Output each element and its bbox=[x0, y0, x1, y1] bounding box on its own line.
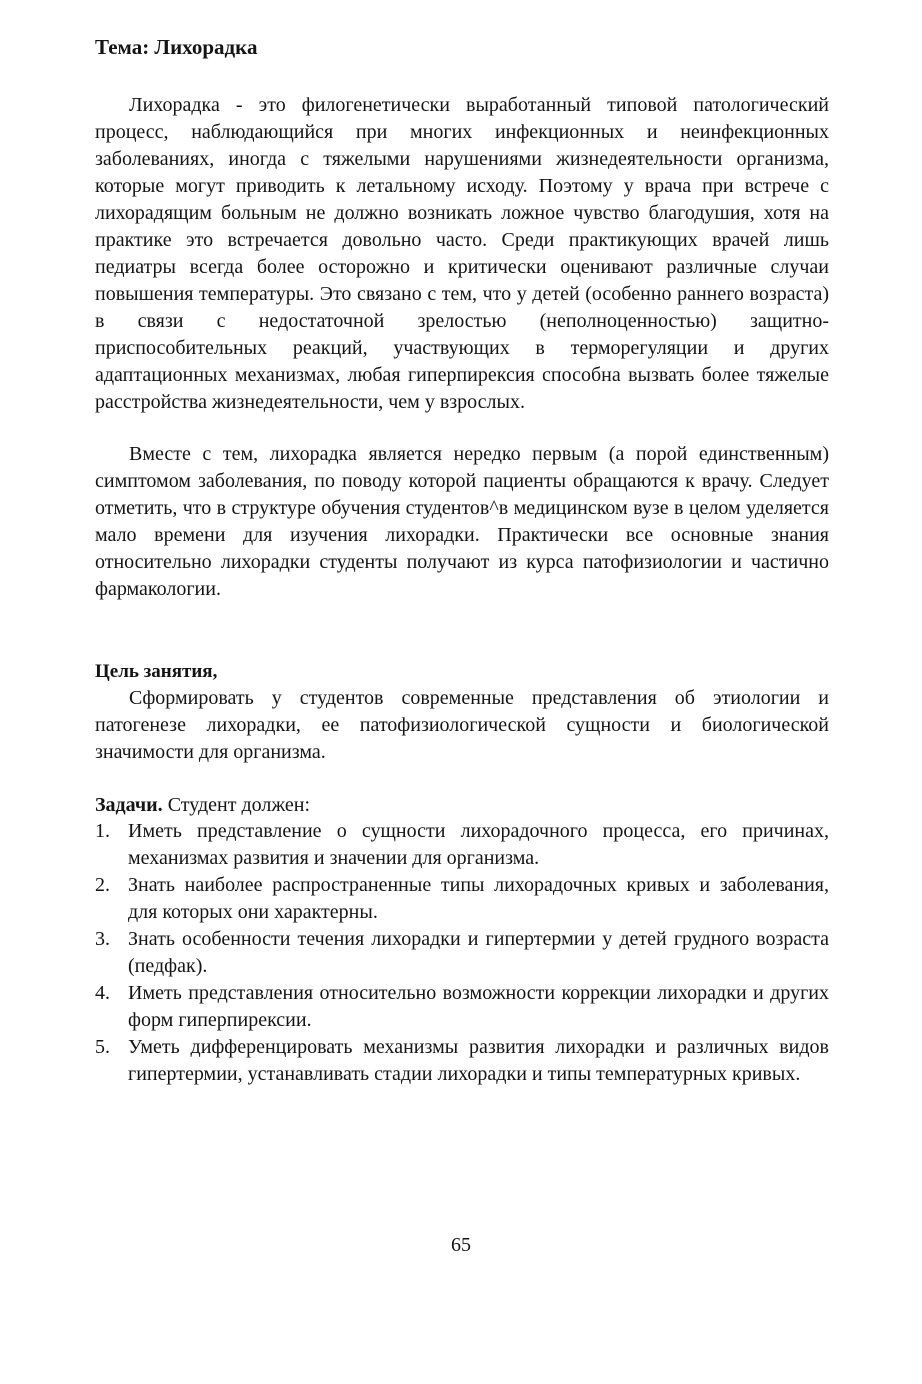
task-item-1 bbox=[95, 818, 829, 872]
task-item-5 bbox=[95, 1034, 829, 1088]
task-text: Знать наиболее распространенные типы лихорадочных кривых и заболевания, для которых они характерны. bbox=[128, 874, 829, 923]
tasks-lead: Студент должен: bbox=[167, 794, 311, 816]
task-text: Иметь представления относительно возможности коррекции лихорадки и других форм гиперпирексии. bbox=[128, 982, 829, 1031]
task-text: Уметь дифференцировать механизмы развития лихорадки и различных видов гипертермии, устанавливать стадии лихорадки и типы температурных кривых. bbox=[128, 1036, 829, 1085]
task-text: Знать особенности течения лихорадки и гипертермии у детей грудного возраста (педфак). bbox=[128, 928, 829, 977]
task-number: 4. bbox=[95, 982, 110, 1004]
intro-paragraph-1: Лихорадка - это филогенетически выработанный типовой патологический процесс, наблюдающийся при многих инфекционных и неинфекционных заболеваниях, иногда с тяжелыми нарушениями жизнедеятельности организма, которые могут приводить к летальному исходу. Поэтому у врача при встрече с лихорадящим больным не должно возникать ложное чувство благодушия, хотя на практике это встречается довольно часто. Среди практикующих врачей лишь педиатры всегда более осторожно и критически оценивают различные случаи повышения температуры. Это связано с тем, что у детей (особенно раннего возраста) в связи с недостаточной зрелостью (неполноценностью) защитно-приспособительных реакций, участвующих в терморегуляции и других адаптационных механизмах, любая гиперпирексия способна вызвать более тяжелые расстройства жизнедеятельности, чем у взрослых. bbox=[95, 94, 829, 413]
task-item-4 bbox=[95, 980, 829, 1034]
tasks-list bbox=[95, 818, 829, 1088]
task-number: 5. bbox=[95, 1036, 110, 1058]
page-number: 65 bbox=[451, 1234, 471, 1256]
task-number: 3. bbox=[95, 928, 110, 950]
task-item-2 bbox=[95, 872, 829, 926]
task-number: 1. bbox=[95, 820, 110, 842]
task-text: Иметь представление о сущности лихорадочного процесса, его причинах, механизмах развития и значении для организма. bbox=[128, 820, 829, 869]
task-number: 2. bbox=[95, 874, 110, 896]
tasks-heading-line bbox=[95, 793, 310, 817]
goal-heading: Цель занятия, bbox=[95, 661, 218, 682]
intro-paragraph-2: Вместе с тем, лихорадка является нередко первым (а порой единственным) симптомом заболевания, по поводу которой пациенты обращаются к врачу. Следует отметить, что в структуре обучения студентов^в медицинском вузе в целом уделяется мало времени для изучения лихорадки. Практически все основные знания относительно лихорадки студенты получают из курса патофизиологии и частично фармакологии. bbox=[95, 443, 829, 600]
page-title: Тема: Лихорадка bbox=[95, 35, 258, 59]
task-item-3 bbox=[95, 926, 829, 980]
tasks-heading: Задачи. bbox=[95, 794, 163, 816]
goal-paragraph: Сформировать у студентов современные представления об этиологии и патогенезе лихорадки, ее патофизиологической сущности и биологической значимости для организма. bbox=[95, 687, 829, 763]
